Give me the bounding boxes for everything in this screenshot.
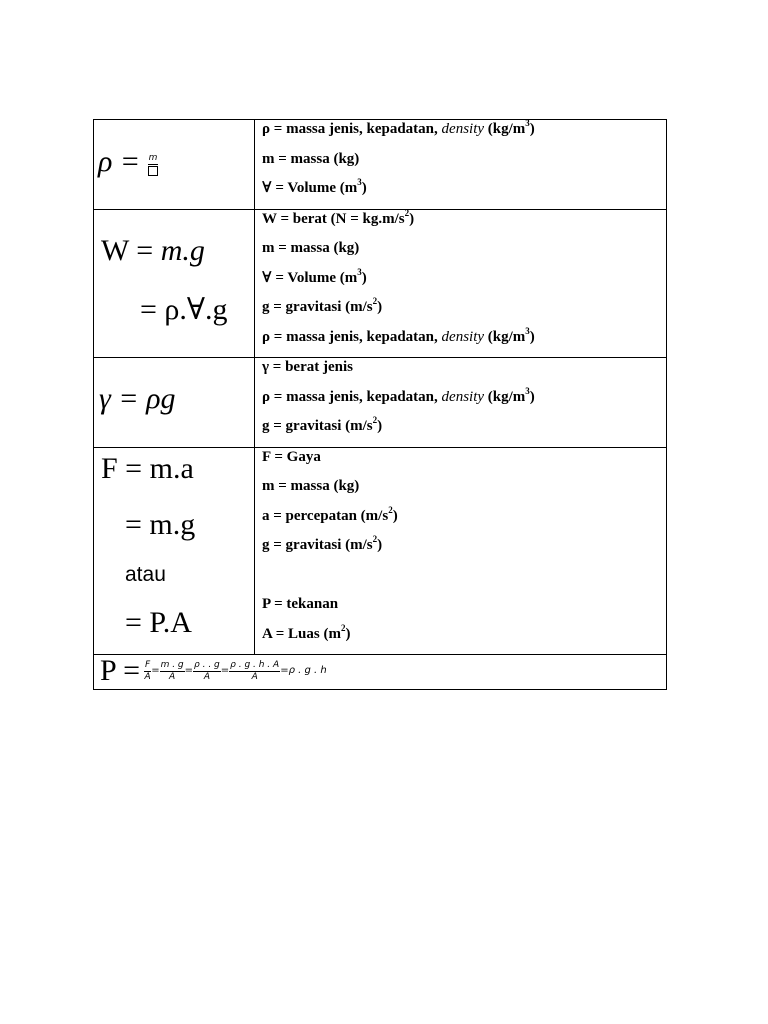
weight-formula-line1: W = m.g bbox=[101, 233, 205, 267]
definition-text: ρ = massa jenis, kepadatan, bbox=[262, 388, 442, 405]
definition-line bbox=[262, 239, 666, 269]
unit-exponent: 3 bbox=[357, 177, 362, 187]
formula-lhs: ρ = bbox=[98, 145, 141, 178]
force-formula-line4: = P.A bbox=[125, 605, 192, 639]
definition-text: ) bbox=[377, 299, 383, 315]
definition-line bbox=[262, 207, 666, 240]
table-row bbox=[94, 209, 667, 358]
pressure-formula: P = $\frac{F}{A}$ = $\frac{m . g}{A}$ = $\frac{\rho . . g}{A}$ = $\frac{\rho . g . h . A}{A}$ =ρ . g . h bbox=[100, 654, 327, 687]
definition-text: W = berat (N = kg.m/s bbox=[262, 210, 405, 227]
definition-emphasis: density bbox=[441, 388, 485, 405]
table-row bbox=[94, 358, 667, 448]
fraction: $\frac{\rho . . g}{A}$ bbox=[194, 659, 220, 682]
definition-line bbox=[262, 477, 666, 507]
definition-text: g = gravitasi (m/s bbox=[262, 537, 373, 553]
fraction: $\frac{F}{A}$ bbox=[144, 659, 151, 682]
force-formula-line2: = m.g bbox=[125, 507, 196, 541]
force-formula-or: atau bbox=[125, 562, 166, 586]
definition-text: ) bbox=[361, 269, 367, 286]
unit-exponent: 3 bbox=[525, 385, 530, 396]
definition-text: F = Gaya bbox=[262, 448, 321, 465]
unit-exponent: 2 bbox=[372, 534, 378, 544]
table-row bbox=[94, 447, 667, 655]
pressure-formula-cell bbox=[94, 655, 667, 690]
weight-formula-line2: = ρ.∀.g bbox=[140, 292, 228, 326]
table-row bbox=[94, 120, 667, 210]
unit-exponent: 2 bbox=[372, 296, 378, 306]
specific-weight-formula: γ = ρg bbox=[99, 382, 176, 415]
definition-line bbox=[262, 448, 666, 478]
definition-line bbox=[262, 120, 666, 150]
definition-line bbox=[262, 385, 666, 418]
definition-text: P = tekanan bbox=[262, 596, 339, 612]
definition-list bbox=[262, 207, 666, 358]
formula-cell bbox=[94, 120, 255, 210]
unit-exponent: 3 bbox=[525, 118, 530, 128]
definition-line bbox=[262, 325, 666, 358]
definition-text: γ = berat jenis bbox=[262, 359, 353, 375]
fraction: $\frac{m . g}{A}$ bbox=[160, 659, 184, 682]
definition-line bbox=[262, 150, 666, 180]
definition-text: g = gravitasi (m/s bbox=[262, 299, 373, 315]
definition-text: ) bbox=[529, 328, 535, 345]
definitions-cell bbox=[255, 358, 667, 448]
definition-line bbox=[262, 417, 666, 447]
definition-text: ) bbox=[392, 507, 398, 524]
unit-exponent: 3 bbox=[525, 325, 530, 336]
density-formula bbox=[98, 147, 158, 177]
definition-emphasis: density bbox=[441, 121, 485, 137]
definition-list bbox=[262, 448, 666, 655]
fraction-numerator: m bbox=[148, 152, 158, 163]
definition-text: ∀ = Volume (m bbox=[262, 269, 358, 286]
definition-line bbox=[262, 566, 666, 596]
unit-exponent: 2 bbox=[372, 415, 378, 425]
definition-emphasis: density bbox=[441, 328, 485, 345]
definition-line bbox=[262, 358, 666, 388]
table-row bbox=[94, 655, 667, 690]
definition-text: ) bbox=[377, 537, 383, 553]
definition-text: ) bbox=[409, 210, 415, 227]
definition-line bbox=[262, 622, 666, 655]
definition-text: m = massa (kg) bbox=[262, 240, 360, 256]
definition-text: (kg/m bbox=[484, 121, 526, 137]
definition-text: ∀ = Volume (m bbox=[262, 180, 358, 196]
definition-line bbox=[262, 266, 666, 299]
fraction: $\frac{\rho . g . h . A}{A}$ bbox=[230, 659, 280, 682]
definition-text: ) bbox=[361, 180, 367, 196]
definition-text: ) bbox=[529, 121, 535, 137]
definitions-cell bbox=[255, 209, 667, 358]
formula-table bbox=[93, 119, 667, 690]
definition-text: ) bbox=[377, 418, 383, 434]
unit-exponent: 2 bbox=[388, 504, 393, 515]
placeholder-box-icon bbox=[148, 166, 158, 176]
definition-text: ) bbox=[345, 625, 351, 642]
definition-text: ρ = massa jenis, kepadatan, bbox=[262, 328, 442, 345]
unit-exponent: 2 bbox=[340, 622, 346, 633]
definitions-cell bbox=[255, 120, 667, 210]
fraction bbox=[148, 153, 159, 176]
definition-list bbox=[262, 120, 666, 209]
definition-text: ) bbox=[529, 388, 535, 405]
definition-line bbox=[262, 504, 666, 537]
definition-text: m = massa (kg) bbox=[262, 150, 360, 167]
definition-line bbox=[262, 298, 666, 328]
formula-cell bbox=[94, 358, 255, 448]
unit-exponent: 3 bbox=[357, 266, 362, 277]
definition-text: m = massa (kg) bbox=[262, 478, 360, 494]
formula-cell bbox=[94, 447, 255, 655]
unit-exponent: 2 bbox=[404, 207, 410, 218]
definition-list bbox=[262, 358, 666, 447]
formula-cell bbox=[94, 209, 255, 358]
definitions-cell bbox=[255, 447, 667, 655]
definition-text: A = Luas (m bbox=[262, 625, 341, 642]
definition-text: g = gravitasi (m/s bbox=[262, 418, 373, 434]
definition-line bbox=[262, 595, 666, 625]
force-formula-line1: F = m.a bbox=[101, 451, 194, 485]
definition-line bbox=[262, 536, 666, 566]
definition-text: (kg/m bbox=[484, 388, 526, 405]
definition-text: ρ = massa jenis, kepadatan, bbox=[262, 121, 442, 137]
definition-text: a = percepatan (m/s bbox=[262, 507, 389, 524]
definition-line bbox=[262, 179, 666, 209]
definition-text: (kg/m bbox=[484, 328, 526, 345]
